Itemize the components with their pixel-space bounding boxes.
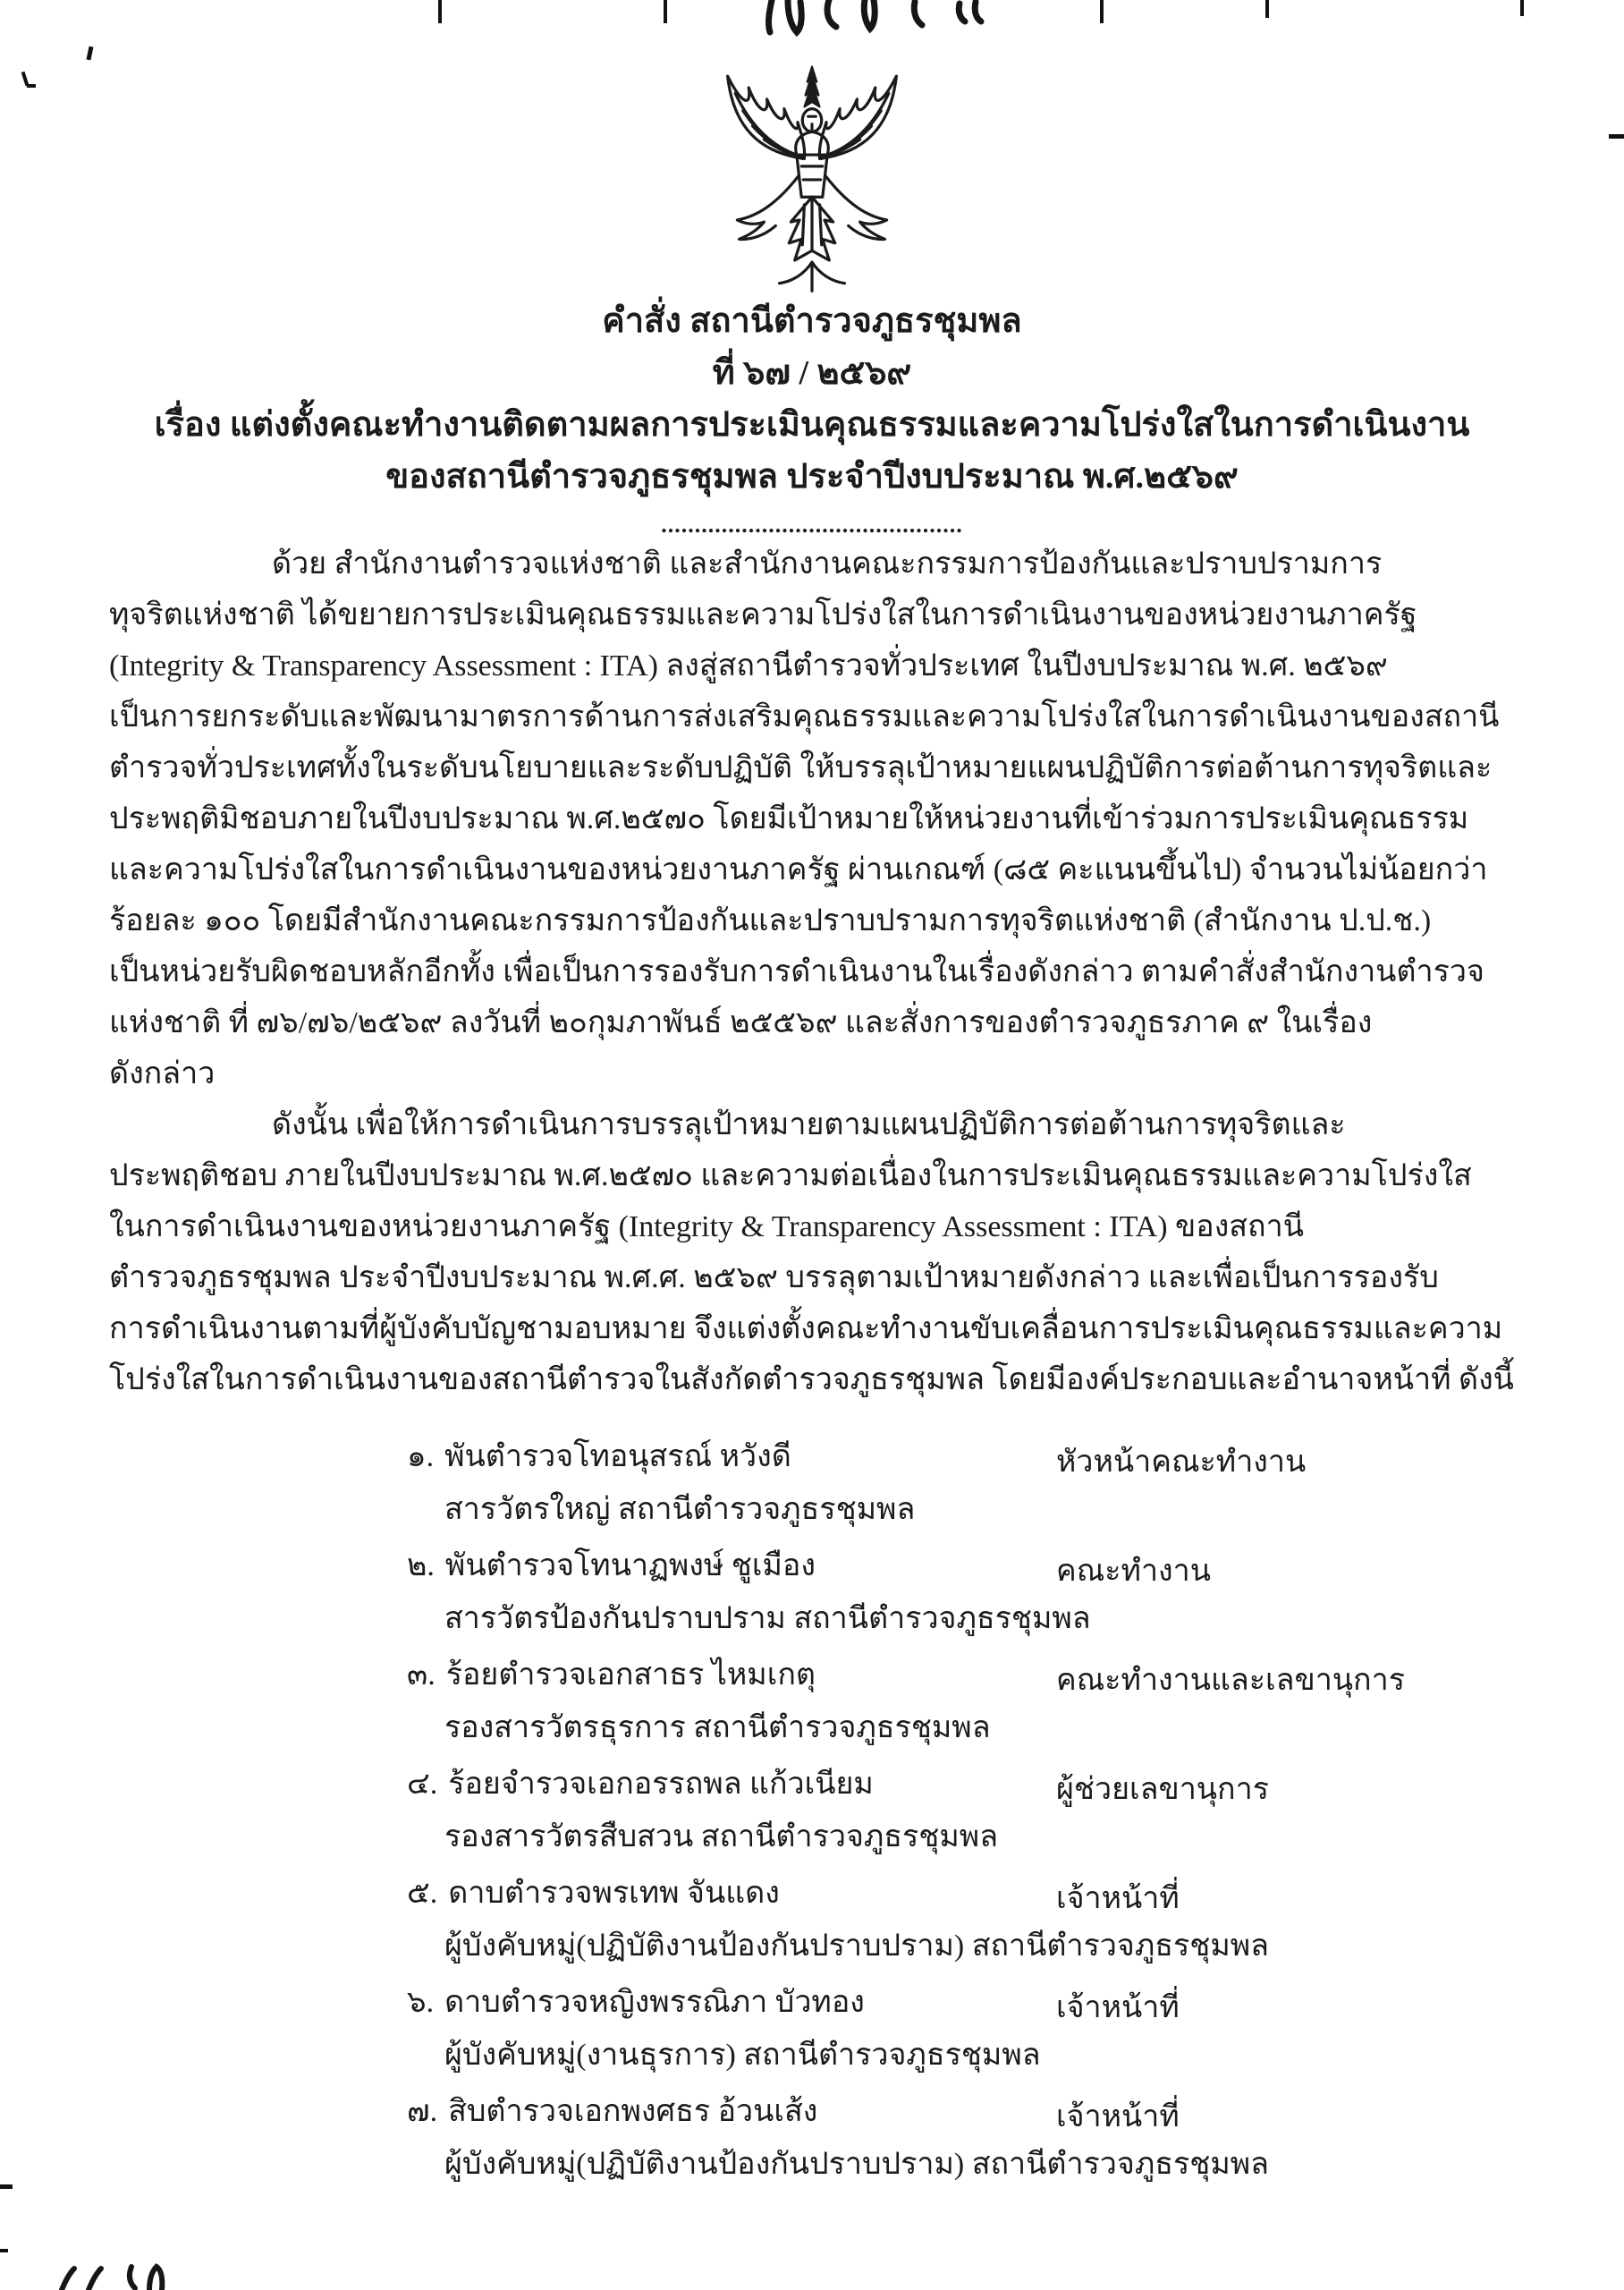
member-position: รองสารวัตรสืบสวน สถานีตำรวจภูธรชุมพล xyxy=(444,1820,999,1853)
paragraph2-line: ในการดำเนินงานของหน่วยงานภาครัฐ (Integrity & Transparency Assessment : ITA) ของสถานี xyxy=(109,1210,1304,1243)
member-position: ผู้บังคับหมู่(งานธุรการ) สถานีตำรวจภูธรชุมพล xyxy=(444,2039,1041,2072)
scan-tick-mark xyxy=(1265,0,1269,18)
paragraph1-line: ดังกล่าว xyxy=(109,1057,216,1090)
member-position: รองสารวัตรธุรการ สถานีตำรวจภูธรชุมพล xyxy=(444,1711,991,1744)
member-name: ดาบตำรวจหญิงพรรณิภา บัวทอง xyxy=(444,1986,865,2019)
member-number: ๑. xyxy=(407,1440,435,1473)
member-name: พันตำรวจโทอนุสรณ์ หวังดี xyxy=(444,1440,791,1473)
member-name: ร้อยตำรวจเอกสาธร ไหมเกตุ xyxy=(445,1658,816,1692)
scan-tick-mark xyxy=(664,0,667,23)
paragraph1-line: ด้วย สำนักงานตำรวจแห่งชาติ และสำนักงานคณะกรรมการป้องกันและปราบปรามการ xyxy=(272,547,1383,581)
member-name: พันตำรวจโทนาฏพงษ์ ชูเมือง xyxy=(444,1549,816,1582)
member-position: ผู้บังคับหมู่(ปฏิบัติงานป้องกันปราบปราม) สถานีตำรวจภูธรชุมพล xyxy=(444,1930,1269,1963)
document-body xyxy=(109,539,1531,1405)
garuda-emblem xyxy=(697,61,927,305)
handwriting-fragment-top-icon xyxy=(756,0,1024,38)
member-name: ร้อยจำรวจเอกอรรถพล แก้วเนียม xyxy=(448,1768,874,1801)
member-number: ๓. xyxy=(407,1658,436,1692)
paragraph2-line: โปร่งใสในการดำเนินงานของสถานีตำรวจในสังกัดตำรวจภูธรชุมพล โดยมีองค์ประกอบและอำนาจหน้าที่ ดังนี้ xyxy=(109,1363,1514,1396)
member-row xyxy=(407,1540,1534,1650)
order-title: คำสั่ง สถานีตำรวจภูธรชุมพล xyxy=(602,302,1022,340)
paragraph1-line: เป็นหน่วยรับผิดชอบหลักอีกทั้ง เพื่อเป็นการรองรับการดำเนินงานในเรื่องดังกล่าว ตามคำสั่งสำนักงานตำรวจ xyxy=(109,955,1484,988)
member-role: หัวหน้าคณะทำงาน xyxy=(1056,1446,1307,1479)
paragraph2-line: ดังนั้น เพื่อให้การดำเนินการบรรลุเป้าหมายตามแผนปฏิบัติการต่อต้านการทุจริตและ xyxy=(272,1108,1346,1141)
scan-tick-mark xyxy=(438,0,442,23)
scan-tick-mark xyxy=(1520,0,1524,16)
member-row xyxy=(407,1977,1534,2086)
page-edge-mark xyxy=(0,2249,8,2252)
page-edge-mark xyxy=(27,84,36,88)
order-subject-line1: เรื่อง แต่งตั้งคณะทำงานติดตามผลการประเมินคุณธรรมและความโปร่งใสในการดำเนินงาน xyxy=(154,406,1470,444)
member-position: สารวัตรใหญ่ สถานีตำรวจภูธรชุมพล xyxy=(444,1493,916,1526)
handwriting-fragment-bottom-icon xyxy=(49,2261,264,2290)
paragraph1-line: ร้อยละ ๑๐๐ โดยมีสำนักงานคณะกรรมการป้องกันและปราบปรามการทุจริตแห่งชาติ (สำนักงาน ป.ป.ช.) xyxy=(109,904,1432,937)
page-edge-mark xyxy=(1609,134,1624,139)
member-role: เจ้าหน้าที่ xyxy=(1056,1991,1180,2024)
member-role: ผู้ช่วยเลขานุการ xyxy=(1056,1773,1269,1806)
paragraph1-line: (Integrity & Transparency Assessment : ITA) ลงสู่สถานีตำรวจทั่วประเทศ ในปีงบประมาณ พ.ศ. ๒๕๖๙ xyxy=(109,649,1388,683)
paragraph1-line: ทุจริตแห่งชาติ ได้ขยายการประเมินคุณธรรมและความโปร่งใสในการดำเนินงานของหน่วยงานภาครัฐ xyxy=(109,598,1417,632)
paragraph2-line: ประพฤติชอบ ภายในปีงบประมาณ พ.ศ.๒๕๗๐ และความต่อเนื่องในการประเมินคุณธรรมและความโปร่งใส xyxy=(109,1159,1472,1192)
paragraph2-line: การดำเนินงานตามที่ผู้บังคับบัญชามอบหมาย จึงแต่งตั้งคณะทำงานขับเคลื่อนการประเมินคุณธรรมและความ xyxy=(109,1312,1503,1345)
member-number: ๔. xyxy=(407,1768,438,1801)
member-row xyxy=(407,1431,1534,1540)
paragraph1-line: เป็นการยกระดับและพัฒนามาตรการด้านการส่งเสริมคุณธรรมและความโปร่งใสในการดำเนินงานของสถานี xyxy=(109,700,1500,734)
paragraph1-line: แห่งชาติ ที่ ๗๖/๗๖/๒๕๖๙ ลงวันที่ ๒๐กุมภาพันธ์ ๒๕๕๖๙ และสั่งการของตำรวจภูธรภาค ๙ ในเรื่อง xyxy=(109,1006,1373,1039)
member-number: ๒. xyxy=(407,1549,435,1582)
page-edge-mark xyxy=(86,47,93,61)
paragraph2-line: ตำรวจภูธรชุมพล ประจำปีงบประมาณ พ.ศ.ศ. ๒๕๖๙ บรรลุตามเป้าหมายดังกล่าว และเพื่อเป็นการรองรับ xyxy=(109,1261,1439,1294)
paragraph1-line: และความโปร่งใสในการดำเนินงานของหน่วยงานภาครัฐ ผ่านเกณฑ์ (๘๕ คะแนนขึ้นไป) จำนวนไม่น้อยกว่า xyxy=(109,853,1488,886)
divider-dots: ............................................. xyxy=(661,512,963,538)
member-number: ๖. xyxy=(407,1986,435,2019)
member-row xyxy=(407,2086,1534,2195)
member-number: ๕. xyxy=(407,1877,438,1910)
member-name: สิบตำรวจเอกพงศธร อ้วนเส้ง xyxy=(448,2095,818,2128)
paragraph1-line: ตำรวจทั่วประเทศทั้งในระดับนโยบายและระดับปฏิบัติ ให้บรรลุเป้าหมายแผนปฏิบัติการต่อต้านการทุจริตและ xyxy=(109,751,1493,785)
member-role: คณะทำงานและเลขานุการ xyxy=(1056,1664,1405,1697)
order-subject-line2: ของสถานีตำรวจภูธรชุมพล ประจำปีงบประมาณ พ.ศ.๒๕๖๙ xyxy=(385,458,1239,496)
member-name: ดาบตำรวจพรเทพ จันแดง xyxy=(448,1877,780,1910)
member-row xyxy=(407,1650,1534,1759)
member-position: สารวัตรป้องกันปราบปราม สถานีตำรวจภูธรชุมพล xyxy=(444,1602,1091,1635)
member-row xyxy=(407,1868,1534,1977)
page-edge-mark xyxy=(0,2184,13,2189)
document-header xyxy=(0,295,1624,547)
scan-tick-mark xyxy=(1100,0,1104,23)
member-position: ผู้บังคับหมู่(ปฏิบัติงานป้องกันปราบปราม) สถานีตำรวจภูธรชุมพล xyxy=(444,2148,1269,2181)
order-number: ที่ ๖๗ / ๒๕๖๙ xyxy=(712,354,912,392)
paragraph1-line: ประพฤติมิชอบภายในปีงบประมาณ พ.ศ.๒๕๗๐ โดยมีเป้าหมายให้หน่วยงานที่เข้าร่วมการประเมินคุณธรรม xyxy=(109,802,1469,835)
member-row xyxy=(407,1759,1534,1868)
member-role: คณะทำงาน xyxy=(1056,1555,1211,1588)
member-role: เจ้าหน้าที่ xyxy=(1056,2100,1180,2133)
member-number: ๗. xyxy=(407,2095,438,2128)
member-role: เจ้าหน้าที่ xyxy=(1056,1882,1180,1915)
